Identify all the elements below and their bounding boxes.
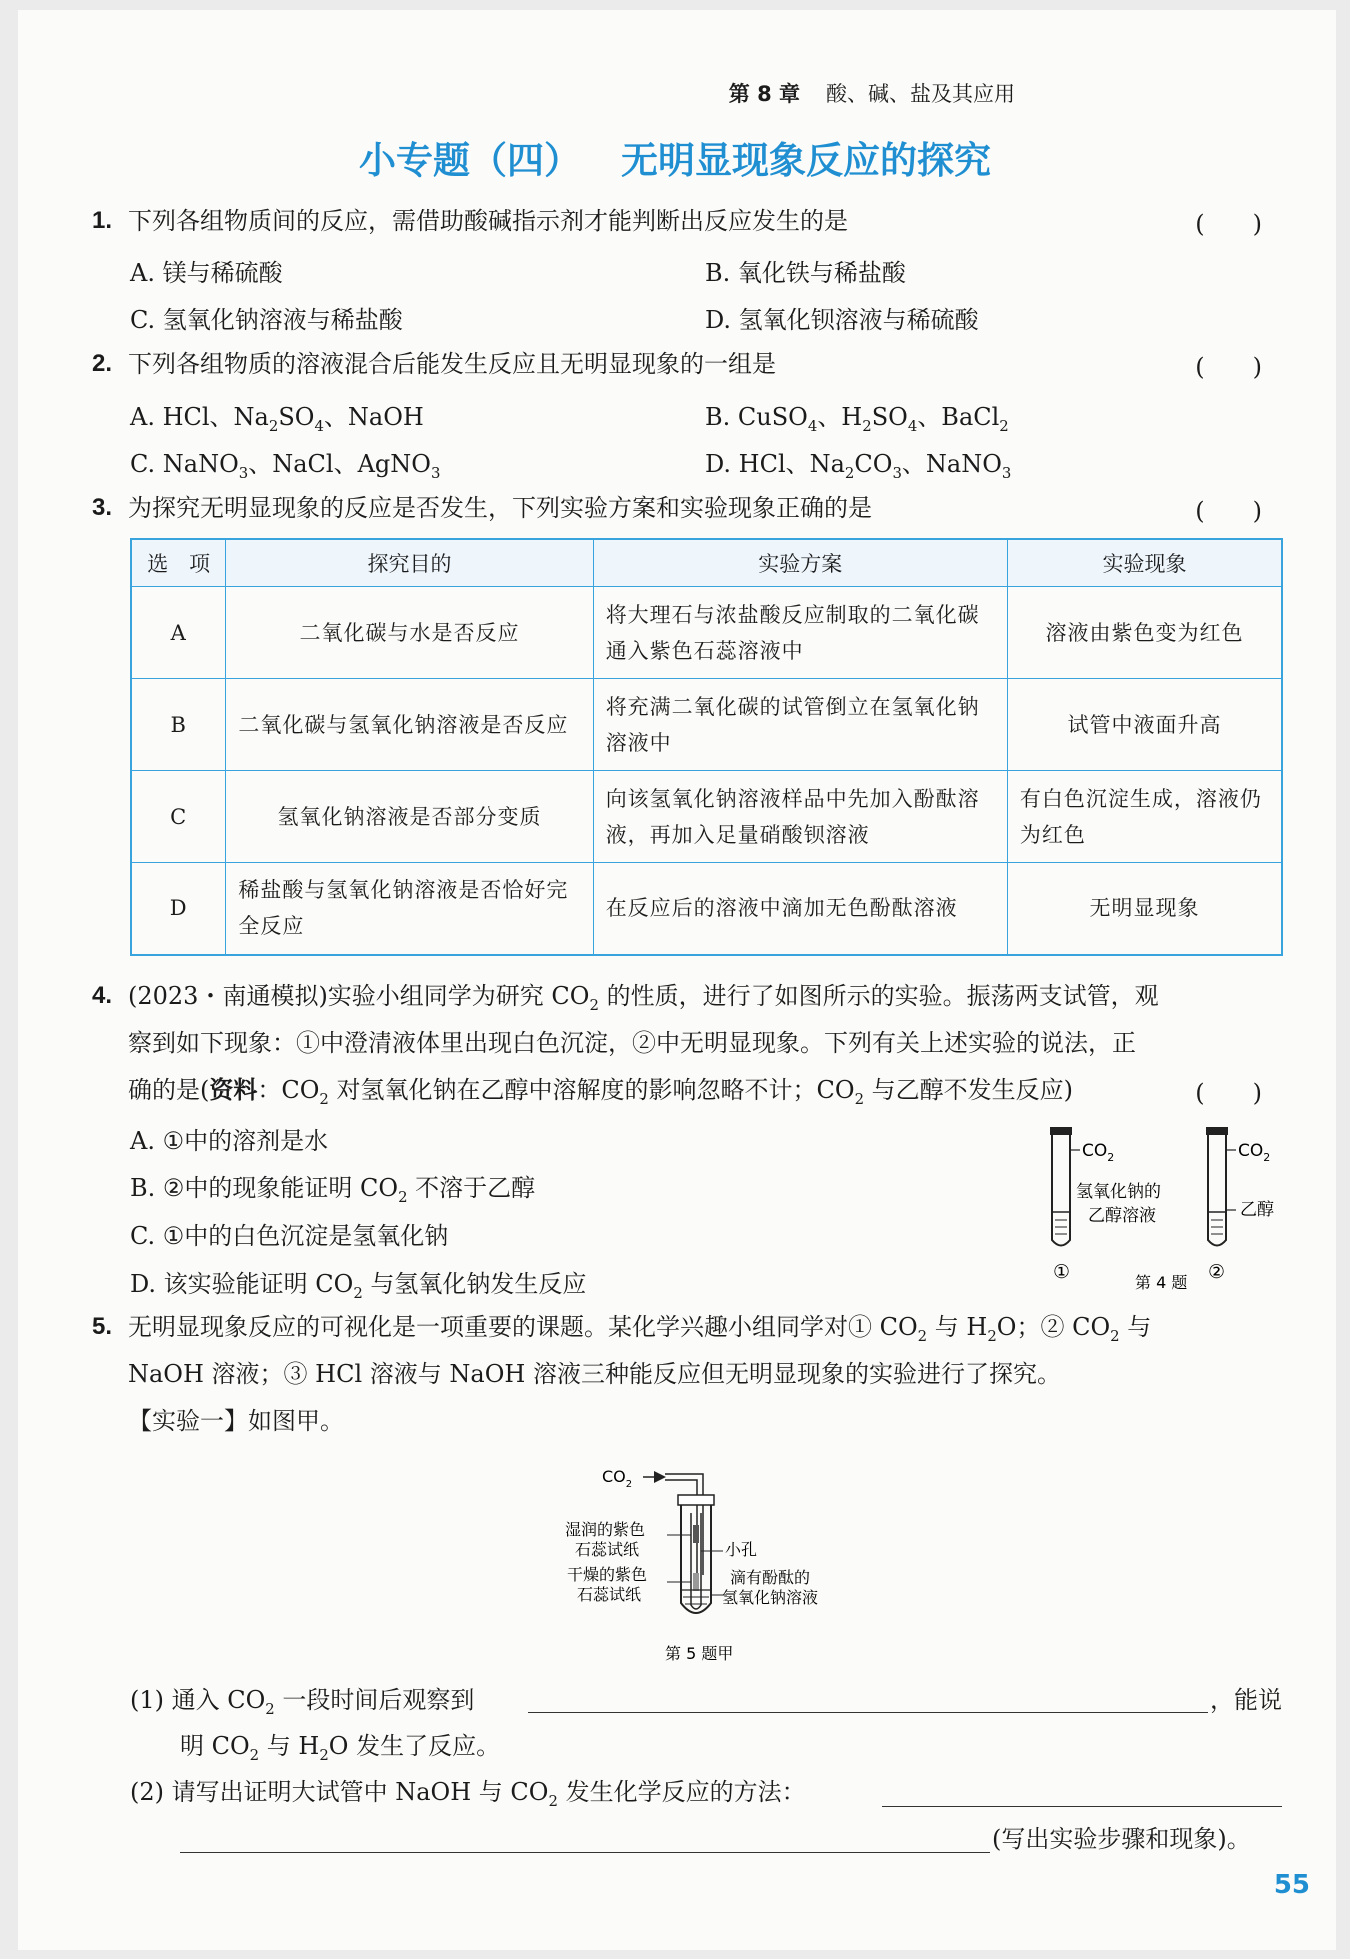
q2-option-d[interactable]: D. HCl、$Na_2CO_3$、NaNO$_3$ bbox=[705, 450, 1012, 482]
q2-option-a[interactable]: A. HCl、$Na_2SO_4$、NaOH bbox=[130, 403, 424, 435]
table-header: 探究目的 bbox=[226, 539, 593, 587]
chapter-number: 第 8 章 bbox=[728, 82, 800, 106]
table-cell-option: D bbox=[131, 863, 226, 955]
table-cell-phenomenon: 有白色沉淀生成，溶液仍为红色 bbox=[1007, 771, 1282, 863]
q5-number: 5. bbox=[92, 1313, 113, 1340]
q1-answer-paren[interactable]: ( ) bbox=[1195, 210, 1262, 238]
page-title bbox=[0, 130, 1350, 184]
gas-inlet-label: $CO_2$ bbox=[602, 1467, 633, 1490]
table-cell-purpose: 氢氧化钠溶液是否部分变质 bbox=[226, 771, 593, 863]
tube1-solution-label-2: 乙醇溶液 bbox=[1088, 1206, 1156, 1226]
dry-paper-label-2: 石蕊试纸 bbox=[577, 1585, 642, 1604]
title-part2: 无明显现象反应的探究 bbox=[621, 139, 991, 182]
tube2-solution-label: 乙醇 bbox=[1240, 1200, 1274, 1220]
wet-litmus-paper bbox=[693, 1525, 699, 1543]
q5-line2: NaOH 溶液；③ HCl 溶液与 NaOH 溶液三种能反应但无明显现象的实验进行了探究。 bbox=[128, 1360, 1061, 1388]
tube2-gas-label: $CO_2$ bbox=[1238, 1141, 1271, 1164]
q5-experiment1-heading: 【实验一】如图甲。 bbox=[128, 1407, 344, 1435]
q4-option-a[interactable]: A. ①中的溶剂是水 bbox=[130, 1127, 329, 1155]
q3-number: 3. bbox=[92, 494, 113, 521]
q4-option-d[interactable]: D. 该实验能证明 $CO_2$ 与氢氧化钠发生反应 bbox=[130, 1270, 587, 1302]
q4-figure-caption: 第 4 题 bbox=[1135, 1273, 1188, 1292]
q3-stem: 为探究无明显现象的反应是否发生，下列实验方案和实验现象正确的是 bbox=[128, 494, 872, 522]
q4-option-c[interactable]: C. ①中的白色沉淀是氢氧化钠 bbox=[130, 1222, 449, 1250]
q5-sub2-answer-blank[interactable] bbox=[882, 1806, 1282, 1807]
q1-option-a[interactable]: A. 镁与稀硫酸 bbox=[130, 259, 283, 287]
table-cell-option: C bbox=[131, 771, 226, 863]
q4-line1: (2023・南通模拟)实验小组同学为研究 $CO_2$ 的性质，进行了如图所示的实验。振荡两支试管，观 bbox=[128, 982, 1159, 1014]
q4-figure-test-tubes bbox=[1030, 1115, 1300, 1295]
table-cell-plan: 将大理石与浓盐酸反应制取的二氧化碳通入紫色石蕊溶液中 bbox=[593, 587, 1007, 679]
small-hole-label: 小孔 bbox=[725, 1540, 758, 1559]
q5-sub1-line2: 明 $CO_2$ 与 $H_2O$ 发生了反应。 bbox=[180, 1732, 501, 1764]
dry-paper-label: 干燥的紫色 bbox=[567, 1565, 648, 1584]
solution-label: 滴有酚酞的 bbox=[730, 1568, 811, 1587]
table-header: 选 项 bbox=[131, 539, 226, 587]
q5-sub2: (2) 请写出证明大试管中 NaOH 与 $CO_2$ 发生化学反应的方法： bbox=[130, 1778, 806, 1810]
q1-stem: 下列各组物质间的反应，需借助酸碱指示剂才能判断出反应发生的是 bbox=[128, 207, 848, 235]
wet-paper-label-2: 石蕊试纸 bbox=[575, 1540, 640, 1559]
tube2-number: ② bbox=[1208, 1261, 1226, 1283]
q5-sub1-answer-blank[interactable] bbox=[528, 1712, 1208, 1713]
title-part1: 小专题（四） bbox=[359, 139, 581, 182]
q2-option-c[interactable]: C. NaNO$_3$、NaCl、AgNO$_3$ bbox=[130, 450, 441, 482]
q3-table bbox=[130, 538, 1283, 956]
table-header: 实验方案 bbox=[593, 539, 1007, 587]
wet-paper-label: 湿润的紫色 bbox=[565, 1520, 646, 1539]
q2-answer-paren[interactable]: ( ) bbox=[1195, 353, 1262, 381]
q5-sub2-tail: (写出实验步骤和现象)。 bbox=[992, 1825, 1251, 1853]
q4-line2: 察到如下现象：①中澄清液体里出现白色沉淀，②中无明显现象。下列有关上述实验的说法，正 bbox=[128, 1029, 1136, 1057]
table-header: 实验现象 bbox=[1007, 539, 1282, 587]
table-cell-phenomenon: 无明显现象 bbox=[1007, 863, 1282, 955]
q5-sub2-answer-blank-2[interactable] bbox=[180, 1852, 990, 1853]
table-cell-plan: 将充满二氧化碳的试管倒立在氢氧化钠溶液中 bbox=[593, 679, 1007, 771]
table-row bbox=[131, 679, 1282, 771]
tube1-number: ① bbox=[1053, 1261, 1071, 1283]
q4-line3: 确的是(资料：$CO_2$ 对氢氧化钠在乙醇中溶解度的影响忽略不计；$CO_2$ 与乙醇不发生反应) bbox=[128, 1075, 1074, 1108]
solution-label-2: 氢氧化钠溶液 bbox=[722, 1588, 819, 1607]
test-tube-2 bbox=[1206, 1127, 1236, 1246]
q4-number: 4. bbox=[92, 982, 113, 1009]
table-cell-option: A bbox=[131, 587, 226, 679]
q3-answer-paren[interactable]: ( ) bbox=[1195, 497, 1262, 525]
q5-sub1: (1) 通入 $CO_2$ 一段时间后观察到 bbox=[130, 1686, 475, 1718]
q2-number: 2. bbox=[92, 350, 113, 377]
tube1-gas-label: $CO_2$ bbox=[1082, 1141, 1115, 1164]
table-row bbox=[131, 771, 1282, 863]
table-cell-plan: 向该氢氧化钠溶液样品中先加入酚酞溶液，再加入足量硝酸钡溶液 bbox=[593, 771, 1007, 863]
table-cell-option: B bbox=[131, 679, 226, 771]
q4-answer-paren[interactable]: ( ) bbox=[1195, 1079, 1262, 1107]
table-cell-phenomenon: 试管中液面升高 bbox=[1007, 679, 1282, 771]
q5-line1: 无明显现象反应的可视化是一项重要的课题。某化学兴趣小组同学对① $CO_2$ 与 $H_2O$；② $CO_2$ 与 bbox=[128, 1313, 1152, 1345]
q5-figure-apparatus bbox=[555, 1455, 875, 1680]
table-row bbox=[131, 863, 1282, 955]
page-number: 55 bbox=[1273, 1870, 1310, 1900]
table-cell-purpose: 二氧化碳与氢氧化钠溶液是否反应 bbox=[226, 679, 593, 771]
chapter-header bbox=[729, 78, 1015, 108]
table-cell-phenomenon: 溶液由紫色变为红色 bbox=[1007, 587, 1282, 679]
q4-option-b[interactable]: B. ②中的现象能证明 $CO_2$ 不溶于乙醇 bbox=[130, 1174, 536, 1206]
table-cell-purpose: 二氧化碳与水是否反应 bbox=[226, 587, 593, 679]
tube1-solution-label: 氢氧化钠的 bbox=[1076, 1182, 1161, 1202]
q1-number: 1. bbox=[92, 207, 113, 234]
q1-option-d[interactable]: D. 氢氧化钡溶液与稀硫酸 bbox=[705, 306, 979, 334]
q5-figure-caption: 第 5 题甲 bbox=[665, 1644, 734, 1663]
q5-sub1-tail: ，能说 bbox=[1210, 1686, 1282, 1714]
chapter-title: 酸、碱、盐及其应用 bbox=[826, 82, 1015, 106]
q2-stem: 下列各组物质的溶液混合后能发生反应且无明显现象的一组是 bbox=[128, 350, 776, 378]
table-cell-purpose: 稀盐酸与氢氧化钠溶液是否恰好完全反应 bbox=[226, 863, 593, 955]
table-cell-plan: 在反应后的溶液中滴加无色酚酞溶液 bbox=[593, 863, 1007, 955]
table-header-row bbox=[131, 539, 1282, 587]
dry-litmus-paper bbox=[693, 1573, 699, 1591]
q1-option-b[interactable]: B. 氧化铁与稀盐酸 bbox=[705, 259, 906, 287]
q1-option-c[interactable]: C. 氢氧化钠溶液与稀盐酸 bbox=[130, 306, 403, 334]
table-row bbox=[131, 587, 1282, 679]
q2-option-b[interactable]: B. CuSO$_4$、$H_2SO_4$、BaCl$_2$ bbox=[705, 403, 1009, 435]
